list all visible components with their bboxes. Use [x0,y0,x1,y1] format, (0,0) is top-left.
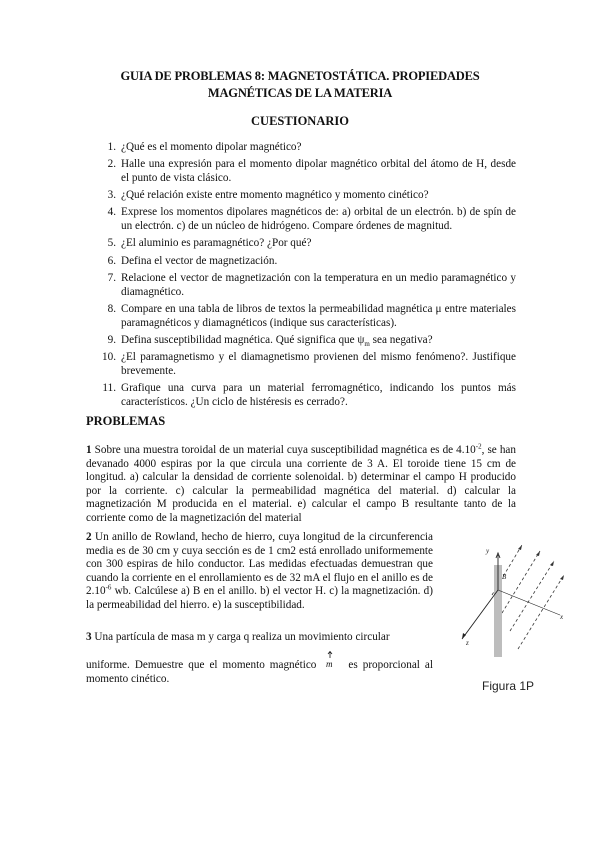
vector-m-symbol [321,657,343,669]
question-number: 3. [107,189,116,202]
question-item [96,334,516,348]
label-b: B [502,573,507,581]
question-item [96,141,516,155]
field-arrowheads [518,545,564,580]
problem-2: 2 Un anillo de Rowland, hecho de hierro, cuya longitud de la circunferencia media es de 30 cm y cuya sección es de 1 cm2 está enrollado uniformemente con 300 espiras de hilo conductor. Las medidas efectuadas demuestran que cuando la corriente en el enrollamiento es de 32 mA el flujo en el anillo es de $2.10^{-6}$ wb. Calcúlese a) B en el anillo. b) el vector H. c) la magnetización. d) la permeabilidad del hierro. e) la susceptibilidad. [86,531,433,611]
figure-diagram [452,535,572,665]
question-text: ¿El aluminio es paramagnético? ¿Por qué? [121,237,312,250]
question-number: 2. [107,158,116,171]
label-x: x [560,613,564,621]
question-number: 9. [107,333,116,346]
question-item [96,189,516,203]
question-item [96,382,516,410]
problem-1: 1 Sobre una muestra toroidal de un material cuya susceptibilidad magnética es de $4.10^{-2}$, se han devanado 4000 espiras por la que circula una corriente de 3 A. El toroide tiene 15 cm de longitud. a) calcular la densidad de corriente solenoidal. b) determinar el campo H producido por la corriente. c) calcular la permeabilidad magnética del material. d) calcular la magnetización M producida en el material. e) calcular el campo B resultante tanto de la corriente como de la magnetización del material [86,442,516,524]
problem-3-line-1: 3 Una partícula de masa m y carga q realiza un movimiento circular [86,631,390,643]
question-text: Relacione el vector de magnetización con la temperatura en un medio paramagnético y diamagnético. [121,271,516,298]
problem-3-line-2: uniforme. Demuestre que el momento magnético m es proporcional al momento cinético. [86,657,433,686]
question-item [96,237,516,251]
question-number: 5. [107,237,116,250]
question-item [96,255,516,269]
question-number: 4. [107,206,116,219]
question-number: 7. [107,271,116,284]
section-heading-questions: CUESTIONARIO [251,114,349,128]
z-axis [462,590,498,639]
figure-1p [452,535,572,665]
question-number: 10. [102,350,116,363]
section-heading-problems: PROBLEMAS [86,414,166,428]
questions-list [96,141,516,413]
question-item [96,272,516,300]
question-number: 8. [107,302,116,315]
figure-caption: Figura 1P [482,679,535,693]
question-text: Defina susceptibilidad magnética. Qué significa que $\psi_m$ sea negativa? [121,333,433,348]
problem-number: 3 [86,631,92,643]
page-title [0,68,600,102]
label-z: z [466,639,469,647]
question-number: 6. [107,254,116,267]
x-axis [498,590,560,615]
title-line-2: MAGNÉTICAS DE LA MATERIA [207,86,393,100]
question-item [96,303,516,331]
question-item [96,158,516,186]
question-text: ¿Qué relación existe entre momento magnético y momento cinético? [121,189,429,202]
question-text: Exprese los momentos dipolares magnéticos de: a) orbital de un electrón. b) de spín de un electrón. c) de un núcleo de hidrógeno. Compare órdenes de magnitud. [121,206,516,233]
question-text: Defina el vector de magnetización. [121,254,278,267]
question-item [96,351,516,379]
question-text: ¿Qué es el momento dipolar magnético? [121,141,302,153]
question-number: 1. [107,141,116,153]
question-text: Grafique una curva para un material ferromagnético, indicando los puntos más característicos. ¿Un ciclo de histéresis es cerrado?. [121,381,516,408]
title-line-1: GUIA DE PROBLEMAS 8: MAGNETOSTÁTICA. PROPIEDADES [120,69,480,83]
problem-number: 1 [86,444,92,456]
question-number: 11. [102,381,116,394]
vector-m-letter: m [326,659,333,669]
problem-number: 2 [86,531,92,543]
question-text: Halle una expresión para el momento dipolar magnético orbital del átomo de H, desde el punto de vista clásico. [121,158,516,184]
label-y: y [486,547,490,555]
question-text: ¿El paramagnetismo y el diamagnetismo provienen del mismo fenómeno?. Justifique brevemente. [121,350,516,377]
question-item [96,206,516,234]
question-text: Compare en una tabla de libros de textos la permeabilidad magnética μ entre materiales paramagnéticos y diamagnéticos (indique sus características). [121,302,516,329]
